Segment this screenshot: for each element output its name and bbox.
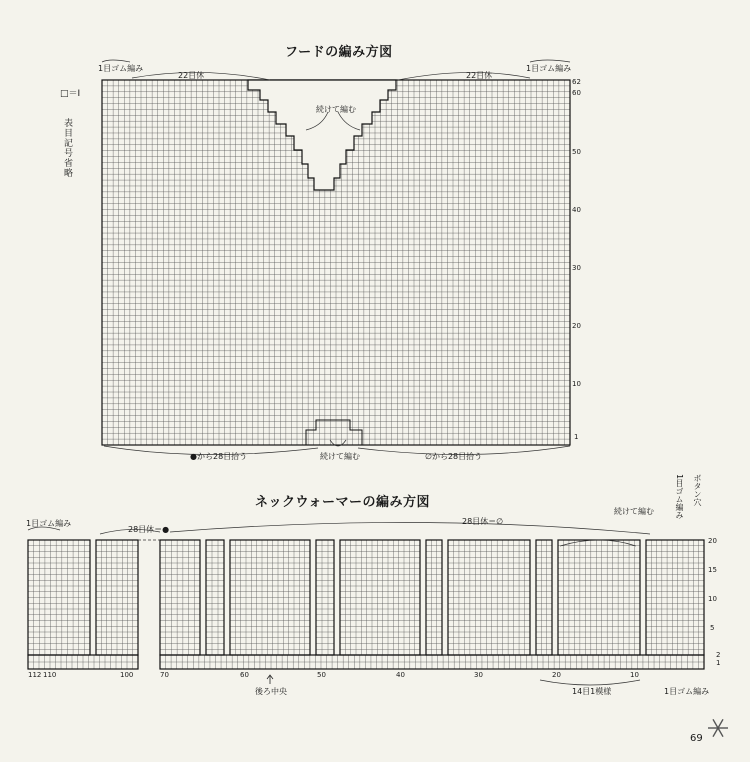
page-number: 69 (690, 733, 703, 744)
legend-symbol: □＝Ⅰ (60, 89, 81, 99)
hood-label-rib-left: 1目ゴム編み (98, 64, 144, 73)
neck-rib-band-left (28, 655, 138, 669)
neck-row-10: 10 (708, 595, 717, 603)
hood-row-1: 1 (574, 433, 579, 441)
neck-row-1: 1 (716, 659, 721, 667)
hood-row-30: 30 (572, 264, 581, 272)
neck-col-60: 60 (240, 671, 249, 679)
neck-col-20: 20 (552, 671, 561, 679)
neck-col-50: 50 (317, 671, 326, 679)
neck-col-70: 70 (160, 671, 169, 679)
neck-segment-11 (558, 540, 640, 655)
neck-row-5: 5 (710, 624, 715, 632)
hood-bracket-rib-right (530, 60, 570, 62)
neck-row-15: 15 (708, 566, 717, 574)
neck-segment-4 (206, 540, 224, 655)
hood-row-10: 10 (572, 380, 581, 388)
hood-label-pickup-left: ●から28目拾う (190, 452, 248, 461)
neck-label-rib-top-right: 1目ゴム編み (675, 474, 684, 520)
hood-row-20: 20 (572, 322, 581, 330)
neck-segment-12 (646, 540, 704, 655)
hood-bottom-center (306, 420, 362, 445)
neck-col-10: 10 (630, 671, 639, 679)
neck-segment-6 (316, 540, 334, 655)
hood-label-pickup-right: ∅から28目拾う (425, 452, 483, 461)
snowflake-ornament (708, 719, 728, 736)
hood-neck-opening (248, 80, 396, 190)
neck-col-40: 40 (396, 671, 405, 679)
neck-col-30: 30 (474, 671, 483, 679)
hood-label-rib-right: 1目ゴム編み (526, 64, 572, 73)
neck-chart-title: ネックウォーマーの編み方図 (255, 495, 430, 510)
neck-row-2: 2 (716, 651, 721, 659)
neck-col-100: 100 (120, 671, 134, 679)
neck-label-rib-bottom-right: 1目ゴム編み (664, 687, 710, 696)
hood-row-62: 62 (572, 78, 581, 86)
hood-label-continue-top: 続けて編む (316, 105, 356, 114)
hood-row-60: 60 (572, 89, 581, 97)
neck-col-110: 110 (43, 671, 57, 679)
hood-row-50: 50 (572, 148, 581, 156)
hood-row-40: 40 (572, 206, 581, 214)
neck-label-continue: 続けて編む (614, 507, 654, 516)
hood-bracket-rib-left (102, 60, 130, 62)
neck-segment-1 (28, 540, 90, 655)
neck-row-20: 20 (708, 537, 717, 545)
neck-segment-3 (160, 540, 200, 655)
neck-col-112: 112 (28, 671, 42, 679)
hood-label-rest-left: 22目休 (178, 71, 205, 80)
neck-label-rest-right: 28目休＝∅ (462, 517, 504, 526)
neck-label-rest-left: 28目休＝● (128, 525, 170, 534)
hood-chart-title: フードの編み方図 (285, 45, 393, 60)
neck-segment-8 (426, 540, 442, 655)
neck-segment-10 (536, 540, 552, 655)
hood-bracket-rest-right (398, 72, 530, 80)
neck-label-button-hole: ボタン穴 (693, 474, 702, 506)
hood-label-rest-right: 22目休 (466, 71, 493, 80)
neck-label-back-center: 後ろ中央 (255, 687, 287, 696)
neck-segment-5 (230, 540, 310, 655)
neck-rib-band-right (160, 655, 704, 669)
neck-bracket-repeat (540, 680, 640, 685)
neck-label-repeat: 14目1模様 (572, 687, 612, 696)
neck-segment-2 (96, 540, 138, 655)
hood-label-continue-bottom: 続けて編む (320, 452, 360, 461)
neck-segment-7 (340, 540, 420, 655)
neck-bracket-continue (560, 540, 636, 546)
neck-bracket-rest-right (170, 522, 650, 534)
legend-text: 表目記号省略 (62, 118, 72, 178)
neck-segment-9 (448, 540, 530, 655)
neck-label-rib-left: 1目ゴム編み (26, 519, 72, 528)
